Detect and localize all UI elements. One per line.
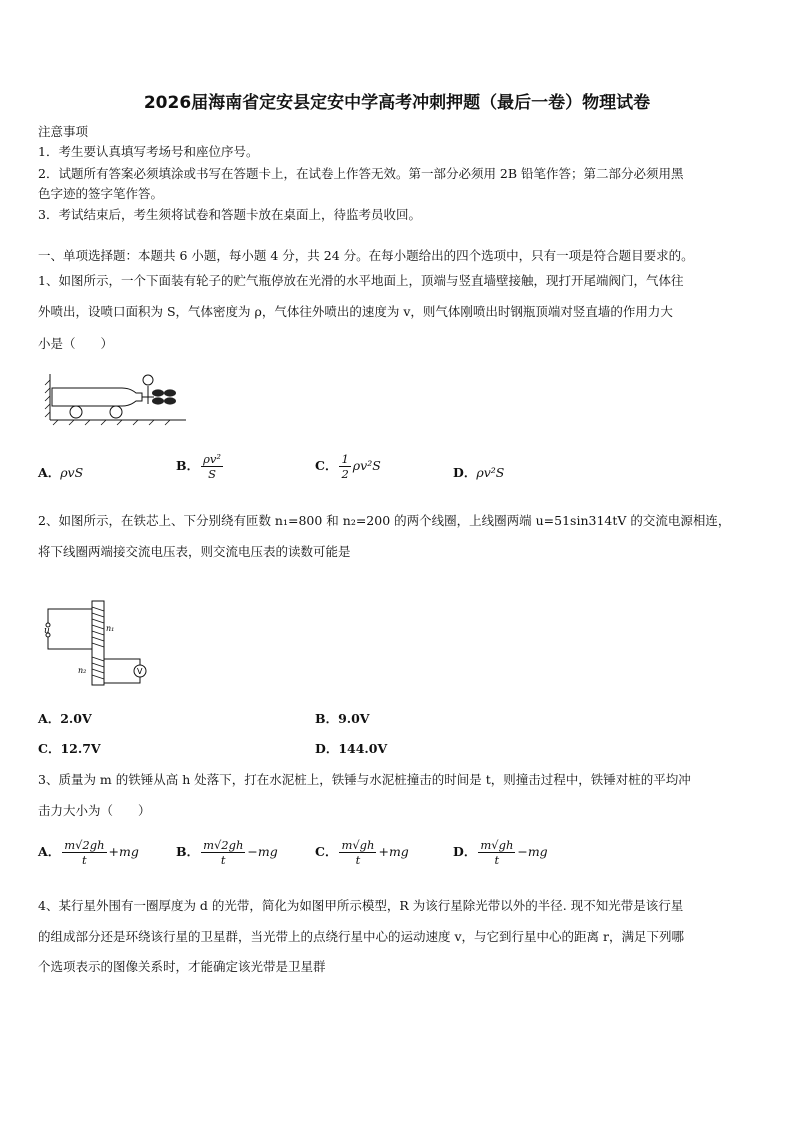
question-3-text: 击力大小为（ ） bbox=[38, 803, 151, 818]
option-3a[interactable]: A． $\frac{m√2gh}{t}$ +mg bbox=[38, 838, 139, 867]
section-heading: 一、单项选择题：本题共 6 小题，每小题 4 分，共 24 分。在每小题给出的四个选项中，只有一项是符合题目要求的。 bbox=[38, 248, 694, 263]
notice-item: 2．试题所有答案必须填涂或书写在答题卡上，在试卷上作答无效。第一部分必须用 2B 铅笔作答；第二部分必须用黑 bbox=[38, 166, 684, 181]
figure-transformer bbox=[40, 595, 160, 691]
label-u: u bbox=[44, 626, 50, 636]
option-3d[interactable]: D． $\frac{m√gh}{t}$ −mg bbox=[453, 838, 548, 867]
question-4-text: 的组成部分还是环绕该行星的卫星群，当光带上的点绕行星中心的运动速度 v，与它到行星中心的距离 r，满足下列哪 bbox=[38, 929, 684, 944]
option-2b[interactable]: B．9.0V bbox=[315, 711, 370, 726]
option-1a[interactable]: A．ρvS bbox=[38, 465, 84, 480]
option-3b[interactable]: B． $\frac{m√2gh}{t}$ −mg bbox=[176, 838, 278, 867]
option-1b[interactable]: B． $\frac{\text{ρv²}}{S}$ bbox=[176, 452, 221, 481]
question-3-text: 3、质量为 m 的铁锤从高 h 处落下，打在水泥桩上，铁锤与水泥桩撞击的时间是 t，则撞击过程中，铁锤对桩的平均冲 bbox=[38, 772, 691, 787]
option-2c[interactable]: C．12.7V bbox=[38, 741, 101, 756]
question-2-text: 将下线圈两端接交流电压表，则交流电压表的读数可能是 bbox=[38, 544, 351, 559]
question-1-text: 外喷出，设喷口面积为 S，气体密度为 ρ，气体往外喷出的速度为 v，则气体刚喷出时钢瓶顶端对竖直墙的作用力大 bbox=[38, 304, 673, 319]
notice-item: 色字迹的签字笔作答。 bbox=[38, 186, 164, 201]
option-1c[interactable]: C． $\frac{1}{2}$ ρv²S bbox=[315, 452, 381, 481]
notice-heading: 注意事项 bbox=[38, 124, 89, 139]
question-1-text: 小是（ ） bbox=[38, 336, 114, 351]
figure-gas-cylinder bbox=[44, 368, 192, 426]
label-n1: n₁ bbox=[106, 624, 115, 633]
question-2-text: 2、如图所示，在铁芯上、下分别绕有匝数 n₁=800 和 n₂=200 的两个线圈，上线圈两端 u=51sin314tV 的交流电源相连， bbox=[38, 513, 731, 528]
page-title: 2026届海南省定安县定安中学高考冲刺押题（最后一卷）物理试卷 bbox=[143, 93, 651, 113]
question-1-text: 1、如图所示，一个下面装有轮子的贮气瓶停放在光滑的水平地面上，顶端与竖直墙壁接触，现打开尾端阀门，气体往 bbox=[38, 273, 684, 288]
question-4-text: 个选项表示的图像关系时，才能确定该光带是卫星群 bbox=[38, 959, 326, 974]
option-3c[interactable]: C． $\frac{m√gh}{t}$ +mg bbox=[315, 838, 409, 867]
option-2d[interactable]: D．144.0V bbox=[315, 741, 388, 756]
option-1d[interactable]: D．ρv²S bbox=[453, 465, 505, 480]
notice-item: 1．考生要认真填写考场号和座位序号。 bbox=[38, 144, 259, 159]
notice-item: 3．考试结束后，考生须将试卷和答题卡放在桌面上，待监考员收回。 bbox=[38, 207, 421, 222]
label-voltmeter: V bbox=[137, 667, 143, 676]
label-n2: n₂ bbox=[78, 666, 87, 675]
option-2a[interactable]: A．2.0V bbox=[38, 711, 92, 726]
question-4-text: 4、某行星外围有一圈厚度为 d 的光带，简化为如图甲所示模型，R 为该行星除光带以外的半径. 现不知光带是该行星 bbox=[38, 898, 684, 913]
